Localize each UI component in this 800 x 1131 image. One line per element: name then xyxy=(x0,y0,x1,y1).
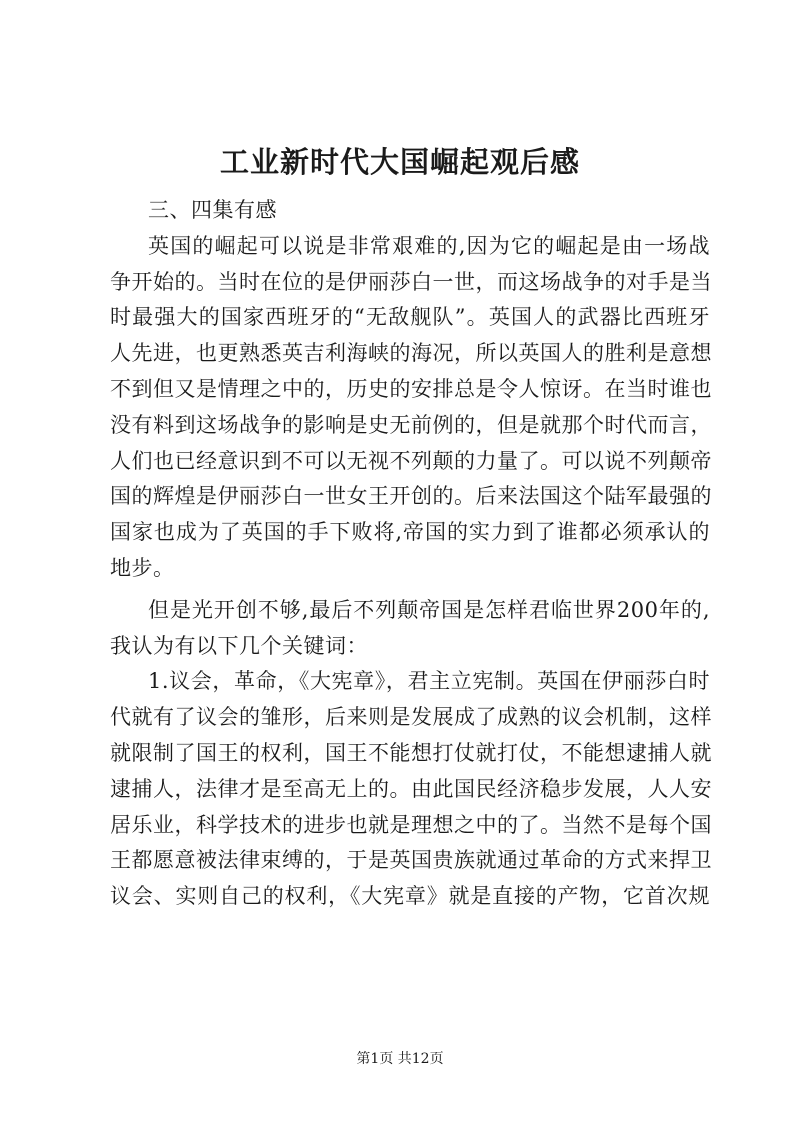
paragraph-line: 但是光开创不够,最后不列颠帝国是怎样君临世界200年的, xyxy=(148,597,710,622)
paragraph-line: 时最强大的国家西班牙的“无敌舰队”。英国人的武器比西班牙 xyxy=(110,305,710,330)
paragraph-line: 我认为有以下几个关键词： xyxy=(110,633,368,658)
page-number-footer: 第1页 共12页 xyxy=(356,1051,444,1067)
paragraph-line: 居乐业，科学技术的进步也就是理想之中的了。当然不是每个国 xyxy=(110,812,712,837)
paragraph-line: 王都愿意被法律束缚的，于是英国贵族就通过革命的方式来捍卫 xyxy=(110,848,712,873)
section-heading: 三、四集有感 xyxy=(148,198,277,222)
paragraph-line: 地步。 xyxy=(110,555,175,580)
paragraph-line: 就限制了国王的权利，国王不能想打仗就打仗，不能想逮捕人就 xyxy=(110,740,712,765)
paragraph-line: 没有料到这场战争的影响是史无前例的，但是就那个时代而言， xyxy=(110,412,712,437)
paragraph-line: 代就有了议会的雏形，后来则是发展成了成熟的议会机制，这样 xyxy=(110,705,712,730)
document-title: 工业新时代大国崛起观后感 xyxy=(219,145,580,179)
paragraph-line: 争开始的。当时在位的是伊丽莎白一世，而这场战争的对手是当 xyxy=(110,269,712,294)
paragraph-line: 议会、实则自己的权利，《大宪章》就是直接的产物，它首次规 xyxy=(110,884,710,909)
paragraph-line: 国的辉煌是伊丽莎白一世女王开创的。后来法国这个陆军最强的 xyxy=(110,484,712,509)
paragraph-line: 逮捕人，法律才是至高无上的。由此国民经济稳步发展，人人安 xyxy=(110,776,712,801)
paragraph-line: 国家也成为了英国的手下败将,帝国的实力到了谁都必须承认的 xyxy=(110,520,710,545)
paragraph-line: 不到但又是情理之中的，历史的安排总是令人惊讶。在当时谁也 xyxy=(110,376,712,401)
document-body xyxy=(110,193,710,915)
paragraph-line: 1.议会，革命，《大宪章》，君主立宪制。英国在伊丽莎白时 xyxy=(148,669,710,694)
paragraph-line: 英国的崛起可以说是非常艰难的,因为它的崛起是由一场战 xyxy=(148,233,710,258)
paragraph-line: 人先进，也更熟悉英吉利海峡的海况，所以英国人的胜利是意想 xyxy=(110,341,712,366)
paragraph-line: 人们也已经意识到不可以无视不列颠的力量了。可以说不列颠帝 xyxy=(110,448,712,473)
